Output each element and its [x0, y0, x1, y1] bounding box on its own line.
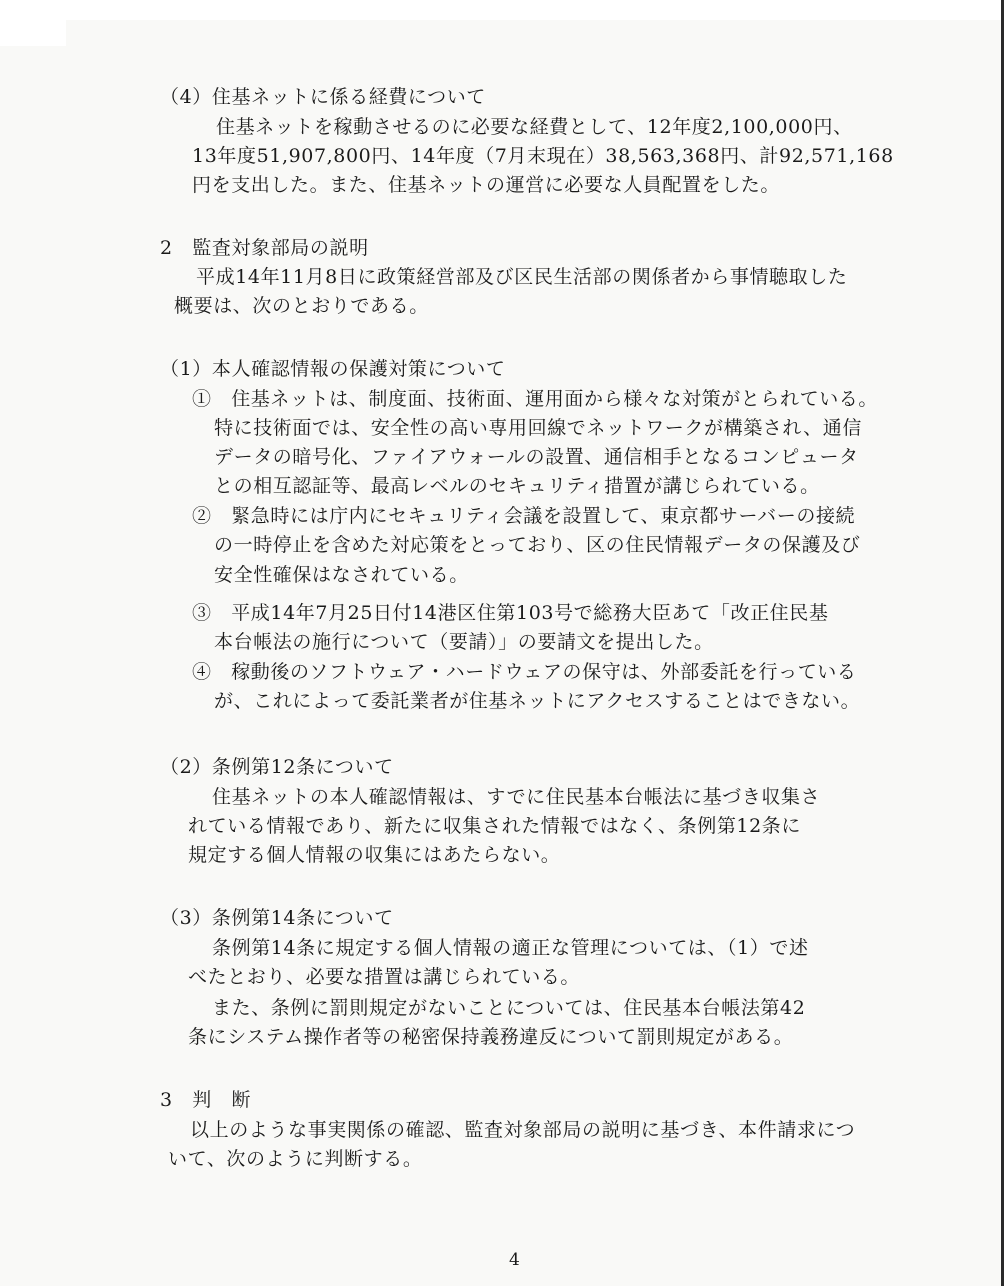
body-line: の一時停止を含めた対応策をとっており、区の住民情報データの保護及び	[214, 534, 861, 556]
list-item: ③ 平成14年7月25日付14港区住第103号で総務大臣あて「改正住民基	[192, 602, 829, 624]
body-line: また、条例に罰則規定がないことについては、住民基本台帳法第42	[212, 997, 806, 1019]
body-line: れている情報であり、新たに収集された情報ではなく、条例第12条に	[188, 815, 801, 837]
section-heading: 3 判 断	[160, 1089, 252, 1111]
list-item: ④ 稼動後のソフトウェア・ハードウェアの保守は、外部委託を行っている	[192, 661, 857, 683]
scan-corner	[0, 0, 66, 46]
body-line: 特に技術面では、安全性の高い専用回線でネットワークが構築され、通信	[214, 417, 862, 439]
section-heading: （1）本人確認情報の保護対策について	[160, 358, 506, 380]
body-line: 13年度51,907,800円、14年度（7月末現在）38,563,368円、計92,571,168	[192, 145, 894, 167]
body-line: 住基ネットを稼動させるのに必要な経費として、12年度2,100,000円、	[216, 116, 853, 138]
body-line: いて、次のように判断する。	[168, 1148, 423, 1170]
body-line: との相互認証等、最高レベルのセキュリティ措置が講じられている。	[214, 475, 820, 497]
body-line: 本台帳法の施行について（要請）」の要請文を提出した。	[214, 631, 714, 653]
body-line: 安全性確保はなされている。	[214, 564, 469, 586]
section-heading: 2 監査対象部局の説明	[160, 237, 369, 259]
page-number: 4	[509, 1250, 520, 1270]
body-line: 条例第14条に規定する個人情報の適正な管理については、（1）で述	[212, 937, 809, 959]
body-line: 平成14年11月8日に政策経営部及び区民生活部の関係者から事情聴取した	[196, 266, 848, 288]
body-line: 以上のような事実関係の確認、監査対象部局の説明に基づき、本件請求につ	[190, 1119, 856, 1141]
section-heading: （3）条例第14条について	[160, 907, 394, 929]
body-line: 円を支出した。また、住基ネットの運営に必要な人員配置をした。	[192, 174, 781, 196]
body-line: 概要は、次のとおりである。	[174, 295, 429, 317]
section-heading: （4）住基ネットに係る経費について	[160, 86, 486, 108]
body-line: 住基ネットの本人確認情報は、すでに住民基本台帳法に基づき収集さ	[212, 786, 821, 808]
body-line: が、これによって委託業者が住基ネットにアクセスすることはできない。	[214, 690, 861, 712]
section-heading: （2）条例第12条について	[160, 756, 394, 778]
body-line: データの暗号化、ファイアウォールの設置、通信相手となるコンピュータ	[214, 446, 859, 468]
body-line: 条にシステム操作者等の秘密保持義務違反について罰則規定がある。	[188, 1026, 794, 1048]
body-line: べたとおり、必要な措置は講じられている。	[188, 966, 581, 988]
scan-margin	[0, 0, 1004, 20]
body-line: 規定する個人情報の収集にはあたらない。	[188, 844, 561, 866]
list-item: ① 住基ネットは、制度面、技術面、運用面から様々な対策がとられている。	[192, 388, 879, 410]
list-item: ② 緊急時には庁内にセキュリティ会議を設置して、東京都サーバーの接続	[192, 505, 856, 527]
